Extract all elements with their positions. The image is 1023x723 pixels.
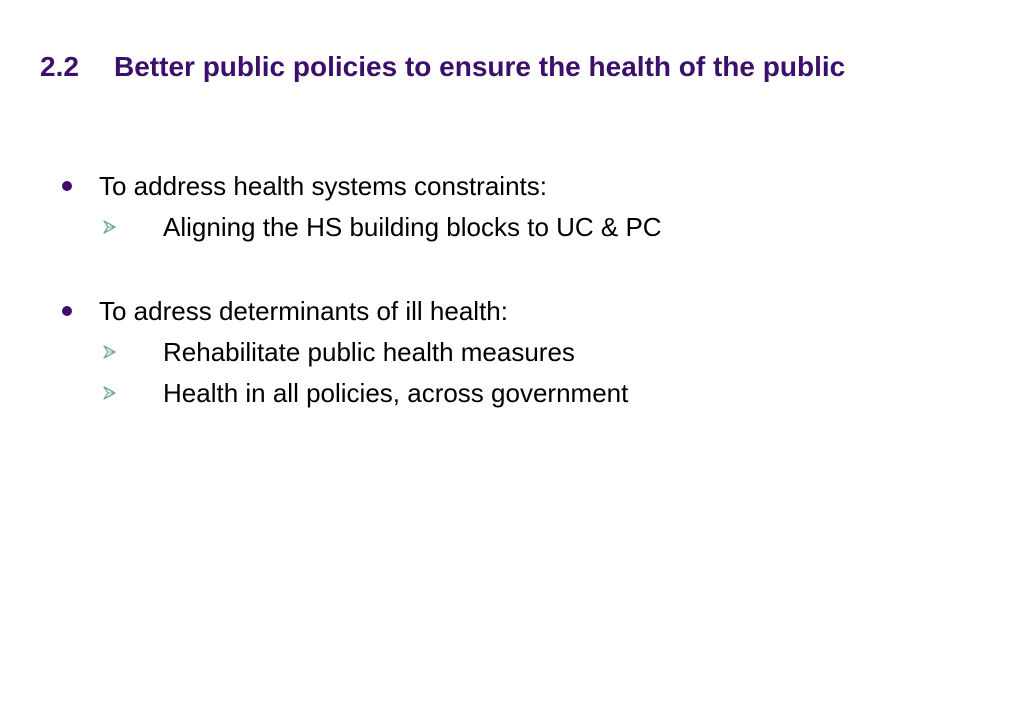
arrowhead-bullet-icon [102,383,118,403]
arrowhead-bullet-icon [102,217,118,237]
section-number: 2.2 [40,51,79,82]
bullet-list [62,166,1002,414]
spacer [62,248,1002,291]
title-text: Better public policies to ensure the health of the public [114,51,846,82]
page-title [40,48,845,86]
round-bullet-icon [62,306,72,316]
arrowhead-bullet-icon [102,342,118,362]
round-bullet-icon [62,181,72,191]
bullet-text: To adress determinants of ill health: [99,296,508,326]
sub-list-item [62,332,1002,373]
list-item [62,291,1002,332]
sub-item-text: Rehabilitate public health measures [163,337,575,367]
bullet-text: To address health systems constraints: [99,171,547,201]
sub-list-item [62,207,1002,248]
sub-item-text: Health in all policies, across government [163,378,629,408]
sub-list-item [62,373,1002,414]
sub-item-text: Aligning the HS building blocks to UC & PC [163,212,662,242]
list-item [62,166,1002,207]
